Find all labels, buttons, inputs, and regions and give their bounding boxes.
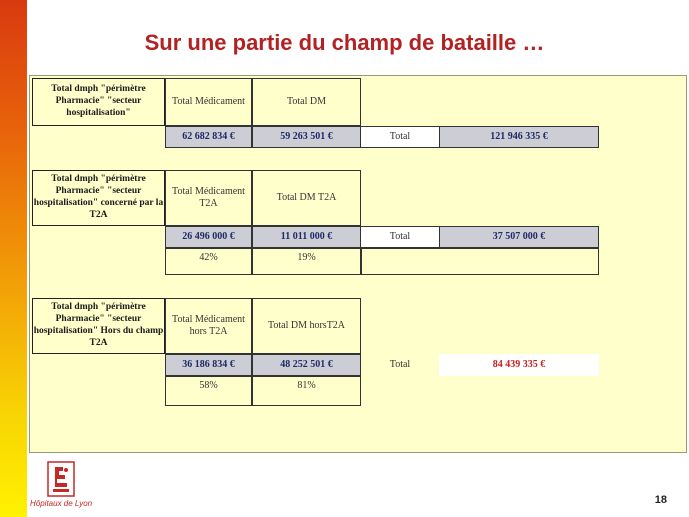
table1-value2: 59 263 501 € — [252, 126, 361, 148]
table3-pct2: 81% — [252, 376, 361, 406]
table3-col2-header: Total DM horsT2A — [252, 298, 361, 354]
table2-pct1: 42% — [165, 248, 252, 275]
table3-value2: 48 252 501 € — [252, 354, 361, 376]
table2-header: Total dmph "périmètre Pharmacie" "secteur hospitalisation" concerné par la T2A — [32, 170, 165, 226]
page-number: 18 — [654, 494, 667, 506]
logo-text: Hôpitaux de Lyon — [30, 499, 93, 508]
table2-empty-cell — [361, 248, 599, 275]
table3-pct1: 58% — [165, 376, 252, 406]
table3-col1-header: Total Médicament hors T2A — [165, 298, 252, 354]
table2-col2-header: Total DM T2A — [252, 170, 361, 226]
table2-value2: 11 011 000 € — [252, 226, 361, 248]
table2-col1-header: Total Médicament T2A — [165, 170, 252, 226]
hospital-logo-icon — [47, 461, 75, 497]
table1-col1-header: Total Médicament — [165, 78, 252, 126]
table2-total-label: Total — [361, 226, 439, 248]
table2-total-value: 37 507 000 € — [439, 226, 599, 248]
table1-col2-header: Total DM — [252, 78, 361, 126]
table1-value1: 62 682 834 € — [165, 126, 252, 148]
table3-header: Total dmph "périmètre Pharmacie" "secteur hospitalisation" Hors du champ T2A — [32, 298, 165, 354]
table3-value1: 36 186 834 € — [165, 354, 252, 376]
slide-title: Sur une partie du champ de bataille … — [144, 30, 545, 55]
table1-total-value: 121 946 335 € — [439, 126, 599, 148]
side-gradient-bar — [0, 0, 27, 517]
content-panel — [29, 75, 687, 453]
table2-value1: 26 496 000 € — [165, 226, 252, 248]
table1-total-label: Total — [361, 126, 439, 148]
table3-total-label: Total — [389, 359, 411, 370]
table1-header: Total dmph "périmètre Pharmacie" "secteur hospitalisation" — [32, 78, 165, 126]
table2-pct2: 19% — [252, 248, 361, 275]
table3-total-value: 84 439 335 € — [439, 354, 599, 376]
